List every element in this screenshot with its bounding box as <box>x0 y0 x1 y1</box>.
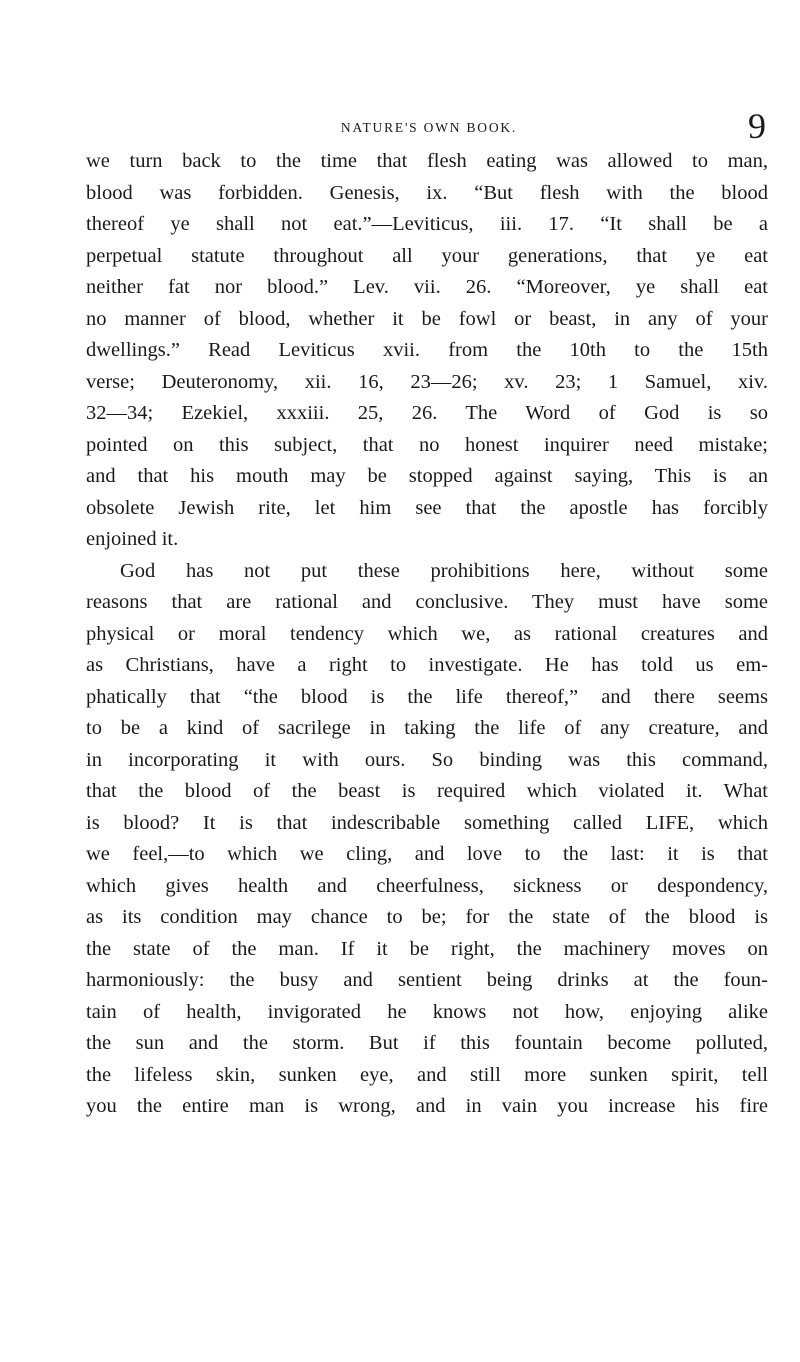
text-line: 32—34; Ezekiel, xxxiii. 25, 26. The Word of God is so <box>86 402 768 424</box>
text-line: you the entire man is wrong, and in vain you increase his fire <box>86 1095 768 1117</box>
text-line: as its condition may chance to be; for the state of the blood is <box>86 906 768 928</box>
text-line: enjoined it. <box>86 528 179 550</box>
text-line: the lifeless skin, sunken eye, and still more sunken spirit, tell <box>86 1063 768 1086</box>
text-line: to be a kind of sacrilege in taking the life of any creature, and <box>86 717 768 739</box>
text-line: pointed on this subject, that no honest inquirer need mistake; <box>86 433 768 456</box>
text-line: tain of health, invigorated he knows not how, enjoying alike <box>86 1000 768 1023</box>
text-line: thereof ye shall not eat.”—Leviticus, iii. 17. “It shall be a <box>86 213 768 235</box>
text-line: God has not put these prohibitions here, without some <box>120 559 768 582</box>
text-line: harmoniously: the busy and sentient being drinks at the foun- <box>86 969 768 991</box>
text-line: obsolete Jewish rite, let him see that the apostle has forcibly <box>86 496 768 519</box>
text-line: is blood? It is that indescribable something called LIFE, which <box>86 811 768 834</box>
text-line: and that his mouth may be stopped against saying, This is an <box>86 465 768 487</box>
text-line: as Christians, have a right to investigate. He has told us em- <box>86 654 768 676</box>
paragraph-2 <box>86 556 768 1123</box>
paragraph-1 <box>86 146 768 556</box>
running-head <box>86 106 772 146</box>
text-line: perpetual statute throughout all your generations, that ye eat <box>86 244 768 267</box>
running-title: NATURE'S OWN BOOK. <box>340 120 518 135</box>
text-line: in incorporating it with ours. So binding was this command, <box>86 748 768 771</box>
text-line: we feel,—to which we cling, and love to the last: it is that <box>86 843 768 865</box>
text-line: neither fat nor blood.” Lev. vii. 26. “Moreover, ye shall eat <box>86 276 768 298</box>
text-line: blood was forbidden. Genesis, ix. “But flesh with the blood <box>86 181 768 204</box>
text-line: we turn back to the time that flesh eating was allowed to man, <box>86 150 768 172</box>
text-line: the sun and the storm. But if this fountain become polluted, <box>86 1032 768 1054</box>
text-line: that the blood of the beast is required which violated it. What <box>86 780 768 802</box>
text-line: dwellings.” Read Leviticus xvii. from the 10th to the 15th <box>86 339 768 361</box>
text-line: reasons that are rational and conclusive. They must have some <box>86 591 768 613</box>
text-line: verse; Deuteronomy, xii. 16, 23—26; xv. 23; 1 Samuel, xiv. <box>86 370 768 393</box>
body-text <box>86 146 768 1123</box>
text-line: the state of the man. If it be right, the machinery moves on <box>86 937 768 960</box>
text-line: phatically that “the blood is the life thereof,” and there seems <box>86 685 768 708</box>
text-line: no manner of blood, whether it be fowl or beast, in any of your <box>86 307 768 330</box>
page-number: 9 <box>748 106 766 146</box>
text-line: which gives health and cheerfulness, sickness or despondency, <box>86 874 768 897</box>
text-line: physical or moral tendency which we, as rational creatures and <box>86 622 768 645</box>
